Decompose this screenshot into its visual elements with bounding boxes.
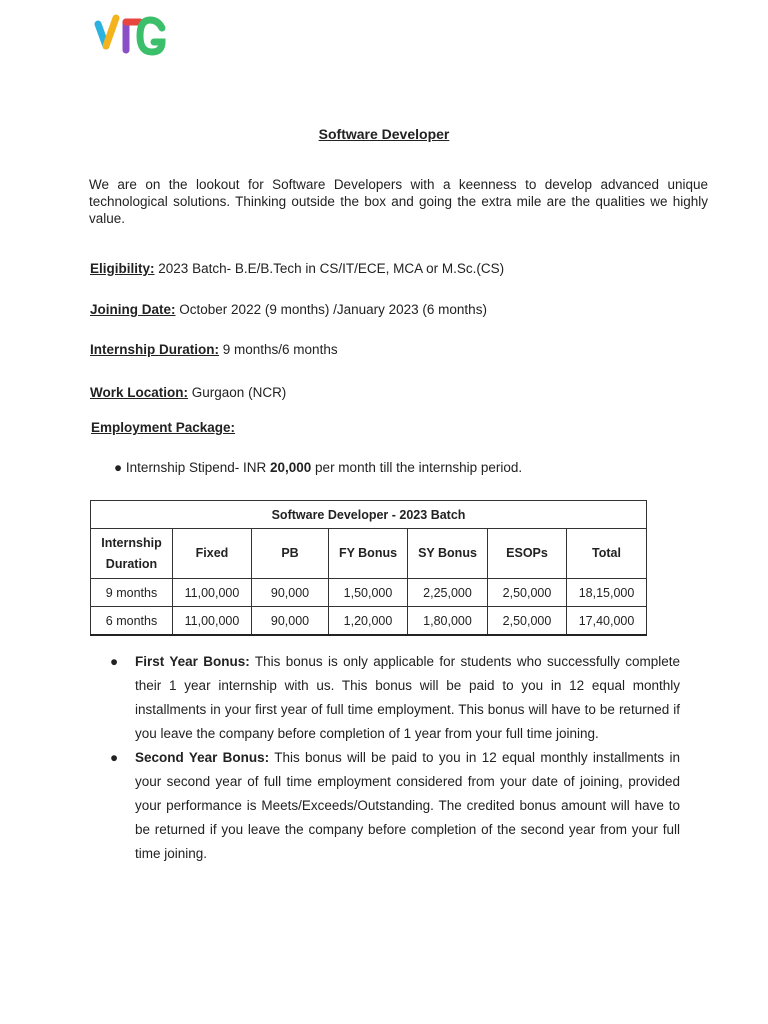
- company-logo: [92, 10, 168, 58]
- table-cell: 6 months: [91, 607, 173, 636]
- table-cell: 18,15,000: [567, 579, 647, 607]
- field-value: 2023 Batch- B.E/B.Tech in CS/IT/ECE, MCA or M.Sc.(CS): [158, 261, 505, 276]
- column-header: SY Bonus: [408, 529, 488, 579]
- stipend-prefix: Internship Stipend- INR: [125, 460, 270, 475]
- table-cell: 9 months: [91, 579, 173, 607]
- field-label: Eligibility:: [90, 261, 155, 276]
- table-cell: 1,80,000: [408, 607, 488, 636]
- field-value: October 2022 (9 months) /January 2023 (6 months): [179, 302, 487, 317]
- bullet: ●: [114, 460, 123, 475]
- column-header: FY Bonus: [329, 529, 408, 579]
- table-caption: Software Developer - 2023 Batch: [91, 501, 647, 529]
- field-value: 9 months/6 months: [222, 342, 338, 357]
- first-year-bonus-item: [110, 650, 680, 746]
- table-cell: 90,000: [252, 579, 329, 607]
- column-header: PB: [252, 529, 329, 579]
- bonus-label: First Year Bonus:: [135, 654, 250, 669]
- joining-date-field: [90, 302, 487, 317]
- internship-duration-field: [90, 342, 338, 357]
- field-label: Work Location:: [90, 385, 189, 400]
- table-cell: 2,50,000: [488, 607, 567, 636]
- table-cell: 11,00,000: [173, 607, 252, 636]
- table-cell: 1,20,000: [329, 607, 408, 636]
- bonus-label: Second Year Bonus:: [135, 750, 270, 765]
- field-value: Gurgaon (NCR): [191, 385, 287, 400]
- bonus-text: This bonus is only applicable for students who successfully complete their 1 year internship with us. This bonus will be paid to you in 12 equal monthly installments in your first year of full time employment. This bonus will have to be returned if you leave the company before completion of 1 year from your full time joining.: [135, 654, 680, 741]
- table-cell: 2,50,000: [488, 579, 567, 607]
- table-cell: 90,000: [252, 607, 329, 636]
- table-cell: 11,00,000: [173, 579, 252, 607]
- bonus-text: This bonus will be paid to you in 12 equal monthly installments in your second year of full time employment considered from your date of joining, provided your performance is Meets/Exceeds/Outstanding. The credited bonus amount will have to be returned if you leave the company before completion of the second year from your full time joining.: [135, 750, 680, 861]
- intro-paragraph: We are on the lookout for Software Developers with a keenness to develop advanced unique technological solutions. Thinking outside the box and going the extra mile are the qualities we highly value.: [89, 177, 708, 226]
- stipend-suffix: per month till the internship period.: [311, 460, 523, 475]
- second-year-bonus-item: [110, 746, 680, 866]
- work-location-field: [90, 385, 286, 400]
- stipend-amount: 20,000: [270, 460, 312, 475]
- table-cell: 2,25,000: [408, 579, 488, 607]
- field-label: Joining Date:: [90, 302, 176, 317]
- compensation-table: [90, 500, 647, 636]
- employment-package-heading: Employment Package:: [91, 420, 236, 435]
- column-header: ESOPs: [488, 529, 567, 579]
- table-cell: 17,40,000: [567, 607, 647, 636]
- stipend-item: [114, 460, 522, 475]
- bonus-list: [110, 650, 680, 866]
- table-header-row: [91, 529, 647, 579]
- table-cell: 1,50,000: [329, 579, 408, 607]
- page-title: Software Developer: [318, 126, 450, 142]
- table-row: [91, 607, 647, 636]
- column-header: Total: [567, 529, 647, 579]
- column-header: Fixed: [173, 529, 252, 579]
- field-label: Internship Duration:: [90, 342, 219, 357]
- column-header: Internship Duration: [91, 529, 173, 579]
- bullet: ●: [110, 750, 119, 765]
- bullet: ●: [110, 654, 119, 669]
- table-row: [91, 579, 647, 607]
- eligibility-field: [90, 261, 504, 276]
